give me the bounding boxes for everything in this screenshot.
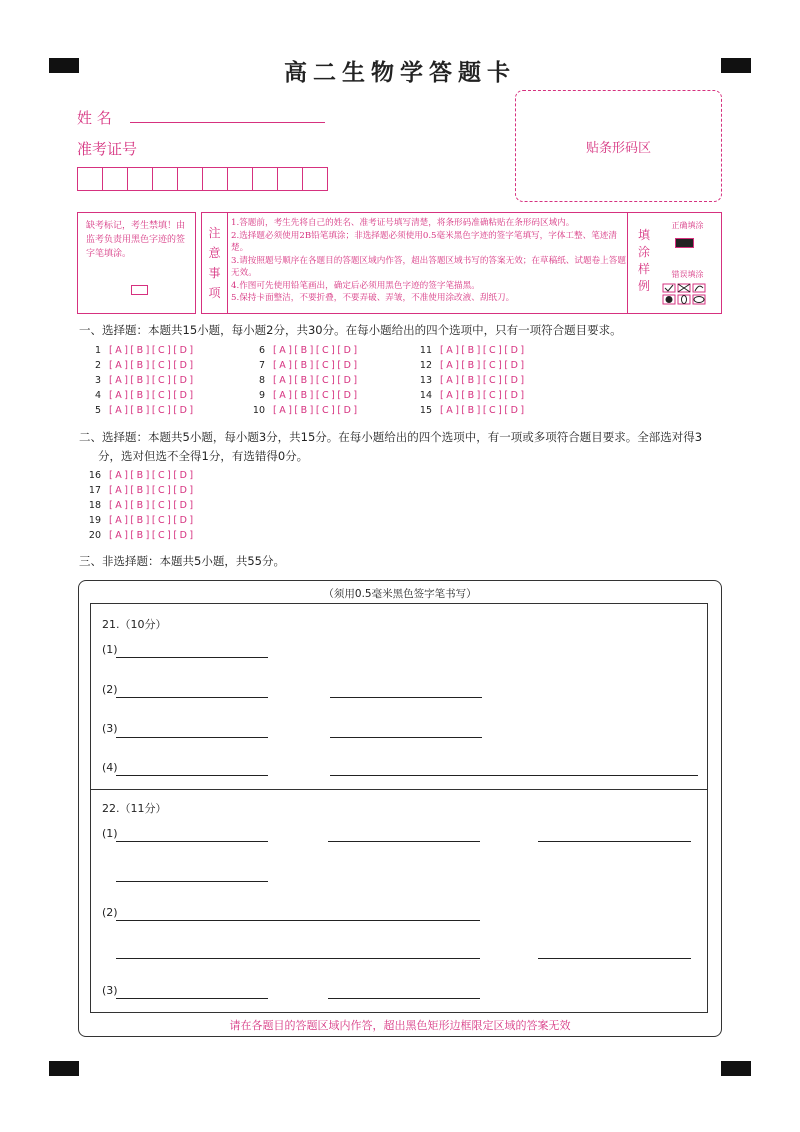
footer-note: 请在各题目的答题区域内作答，超出黑色矩形边框限定区域的答案无效: [229, 1019, 571, 1032]
mc-question: 15 [A][B][C][D]: [419, 405, 527, 416]
answer-line[interactable]: [116, 697, 268, 698]
mc-question: 1 [A][B][C][D]: [94, 345, 196, 356]
mc-question: 17 [A][B][C][D]: [88, 485, 196, 496]
answer-line[interactable]: [538, 958, 691, 959]
answer-line[interactable]: [330, 737, 482, 738]
answer-line[interactable]: [116, 958, 480, 959]
page-title: 高二生物学答题卡: [284, 59, 516, 86]
mc-question: 16 [A][B][C][D]: [88, 470, 196, 481]
mc-question: 12 [A][B][C][D]: [419, 360, 527, 371]
q21-part-label: (3): [102, 722, 118, 735]
notice-item: 4.作图可先使用铅笔画出，确定后必须用黑色字迹的签字笔描黑。: [231, 280, 480, 291]
answer-bubbles[interactable]: [A][B][C][D]: [109, 485, 196, 496]
q21-title: 21.（10分）: [102, 618, 167, 631]
notice-box: [201, 212, 722, 314]
q22-part-label: (1): [102, 827, 118, 840]
notice-item: 1.答题前，考生先将自己的姓名、准考证号填写清楚，将条形码准确粘贴在条形码区域内。: [231, 218, 575, 228]
absent-mark-checkbox[interactable]: [131, 285, 148, 295]
name-field[interactable]: [130, 122, 325, 123]
section1-heading: 一、选择题：本题共15小题，每小题2分，共30分。在每小题给出的四个选项中，只有一项符合题目要求。: [79, 323, 622, 337]
section2-heading: 二、选择题：本题共5小题，每小题3分，共15分。在每小题给出的四个选项中，有一项或多项符合题目要求。全部选对得3: [79, 430, 703, 444]
answer-line[interactable]: [116, 775, 268, 776]
answer-bubbles[interactable]: [A][B][C][D]: [440, 345, 527, 356]
correct-fill-label: 正确填涂: [671, 221, 704, 230]
answer-bubbles[interactable]: [A][B][C][D]: [273, 375, 360, 386]
answer-bubbles[interactable]: [A][B][C][D]: [273, 345, 360, 356]
answer-bubbles[interactable]: [A][B][C][D]: [109, 375, 196, 386]
mc-question: 19 [A][B][C][D]: [88, 515, 196, 526]
mc-question: 4 [A][B][C][D]: [94, 390, 196, 401]
notice-items: [231, 217, 626, 305]
answer-bubbles[interactable]: [A][B][C][D]: [273, 390, 360, 401]
answer-bubbles[interactable]: [A][B][C][D]: [109, 530, 196, 541]
answer-bubbles[interactable]: [A][B][C][D]: [273, 360, 360, 371]
answer-bubbles[interactable]: [A][B][C][D]: [109, 390, 196, 401]
notice-item: 2.选择题必须使用2B铅笔填涂；非选择题必须使用0.5毫米黑色字迹的签字笔填写，字体工整、笔迹清楚。: [231, 230, 617, 253]
section2-heading-cont: 分，选对但选不全得1分，有选错得0分。: [98, 449, 309, 463]
notice-item: 3.请按照题号顺序在各题目的答题区域内作答，超出答题区域书写的答案无效；在草稿纸、试题卷上答题无效。: [231, 255, 626, 278]
mc-question: 2 [A][B][C][D]: [94, 360, 196, 371]
id-number-boxes[interactable]: [77, 167, 327, 191]
section3-heading: 三、非选择题：本题共5小题，共55分。: [79, 554, 285, 568]
answer-bubbles[interactable]: [A][B][C][D]: [440, 390, 527, 401]
answer-line[interactable]: [328, 841, 480, 842]
mc-question: 7 [A][B][C][D]: [258, 360, 360, 371]
answer-line[interactable]: [330, 697, 482, 698]
wrong-fill-icons: [662, 283, 716, 307]
q21-part-label: (2): [102, 683, 118, 696]
absent-note: 缺考标记，考生禁填！由监考负责用黑色字迹的签字笔填涂。: [86, 221, 186, 259]
name-label: 姓 名: [77, 109, 112, 127]
notice-title: 注 意 事 项: [202, 213, 228, 313]
answer-bubbles[interactable]: [A][B][C][D]: [109, 360, 196, 371]
wrong-fill-label: 错误填涂: [671, 270, 704, 279]
answer-bubbles[interactable]: [A][B][C][D]: [109, 405, 196, 416]
answer-line[interactable]: [328, 998, 480, 999]
corner-mark-bottom-left: [49, 1061, 79, 1076]
q22-part-label: (2): [102, 906, 118, 919]
pen-note: （须用0.5毫米黑色签字笔书写）: [323, 588, 477, 600]
q21-part-label: (4): [102, 761, 118, 774]
mc-question: 10 [A][B][C][D]: [252, 405, 360, 416]
answer-bubbles[interactable]: [A][B][C][D]: [109, 470, 196, 481]
answer-bubbles[interactable]: [A][B][C][D]: [440, 360, 527, 371]
answer-bubbles[interactable]: [A][B][C][D]: [109, 500, 196, 511]
corner-mark-bottom-right: [721, 1061, 751, 1076]
answer-line[interactable]: [116, 737, 268, 738]
absent-mark-box: [77, 212, 196, 314]
answer-line[interactable]: [116, 998, 268, 999]
mc-question: 3 [A][B][C][D]: [94, 375, 196, 386]
answer-line[interactable]: [116, 920, 480, 921]
answer-bubbles[interactable]: [A][B][C][D]: [109, 515, 196, 526]
notice-item: 5.保持卡面整洁，不要折叠，不要弄破、弄皱，不准使用涂改液、刮纸刀。: [231, 293, 515, 303]
answer-line[interactable]: [538, 841, 691, 842]
mc-question: 13 [A][B][C][D]: [419, 375, 527, 386]
q22-part-label: (3): [102, 984, 118, 997]
mc-question: 9 [A][B][C][D]: [258, 390, 360, 401]
id-label: 准考证号: [77, 140, 138, 158]
q21-part-label: (1): [102, 643, 118, 656]
mc-question: 18 [A][B][C][D]: [88, 500, 196, 511]
mc-question: 14 [A][B][C][D]: [419, 390, 527, 401]
barcode-label: 贴条形码区: [585, 140, 651, 156]
answer-bubbles[interactable]: [A][B][C][D]: [109, 345, 196, 356]
fill-example-title: 填 涂 样 例: [637, 228, 650, 293]
mc-question: 20 [A][B][C][D]: [88, 530, 196, 541]
correct-fill-icon: [675, 238, 694, 248]
mc-question: 11 [A][B][C][D]: [419, 345, 527, 356]
answer-line[interactable]: [330, 775, 698, 776]
mc-question: 6 [A][B][C][D]: [258, 345, 360, 356]
answer-line[interactable]: [116, 841, 268, 842]
answer-bubbles[interactable]: [A][B][C][D]: [273, 405, 360, 416]
mc-question: 5 [A][B][C][D]: [94, 405, 196, 416]
q22-title: 22.（11分）: [102, 802, 167, 815]
question-divider: [90, 789, 708, 790]
answer-area: [90, 603, 708, 1013]
answer-bubbles[interactable]: [A][B][C][D]: [440, 375, 527, 386]
answer-line[interactable]: [116, 657, 268, 658]
barcode-area: [515, 90, 722, 202]
answer-bubbles[interactable]: [A][B][C][D]: [440, 405, 527, 416]
mc-question: 8 [A][B][C][D]: [258, 375, 360, 386]
answer-line[interactable]: [116, 881, 268, 882]
